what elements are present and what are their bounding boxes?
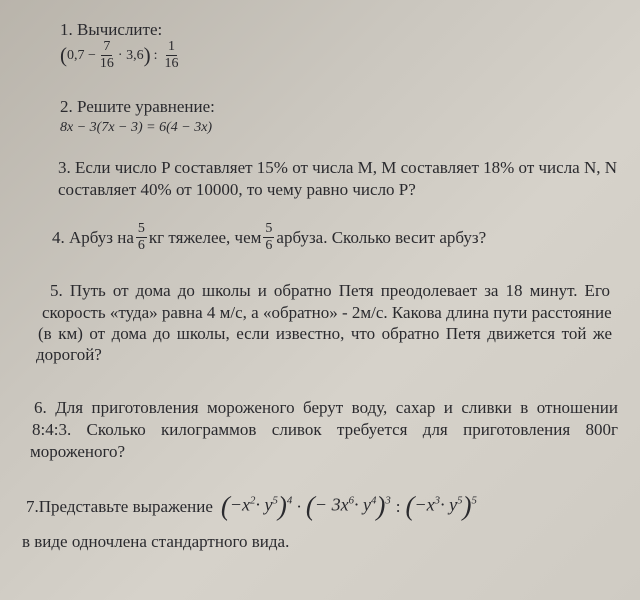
paren-close: ) — [462, 491, 472, 521]
paren-close: ) — [376, 491, 386, 521]
problem-2-equation: 8x − 3(7x − 3) = 6(4 − 3x) — [60, 120, 213, 135]
term-2-exp-y: 4 — [370, 494, 377, 507]
problem-4-part-3: арбуза. Сколько весит арбуз? — [276, 227, 487, 247]
fraction-1-16 — [162, 40, 180, 71]
problem-4-part-1: 4. Арбуз на — [52, 227, 134, 247]
frac-num: 5 — [137, 221, 145, 236]
expr-term-2 — [306, 493, 391, 520]
problem-7-label: 7.Представьте выражение — [26, 496, 213, 516]
problem-5-line-3: (в км) от дома до школы, если известно, что обратно Петя движется той же — [38, 324, 612, 343]
expr-term-3 — [406, 493, 477, 520]
fraction-7-16 — [98, 40, 116, 71]
frac-den: 16 — [164, 56, 179, 71]
frac-den: 16 — [99, 56, 114, 71]
frac-den: 6 — [137, 238, 145, 253]
paren-open: ( — [60, 43, 67, 67]
fraction-5-6 — [136, 222, 147, 253]
expr-colon: : — [395, 496, 401, 516]
expr-lead: 0,7 − — [67, 47, 96, 63]
expr-term-1 — [221, 493, 292, 520]
problem-6-line-1: 6. Для приготовления мороженого берут воду, сахар и сливки в отношении — [34, 398, 618, 417]
paren-open: ( — [305, 491, 315, 521]
problem-6-line-3: мороженого? — [30, 442, 126, 461]
term-1-power: 4 — [286, 494, 293, 507]
term-3-exp-y: 5 — [457, 494, 463, 507]
term-1-exp-x: 2 — [250, 494, 256, 507]
fraction-5-6 — [263, 222, 274, 253]
term-1-base: −x — [229, 494, 251, 515]
frac-num: 1 — [167, 39, 175, 54]
problem-3-line-2: составляет 40% от 10000, то чему равно число P? — [58, 180, 416, 199]
term-3-base: −x — [414, 494, 435, 515]
frac-den: 6 — [265, 238, 273, 253]
problem-5-line-4: дорогой? — [36, 345, 102, 364]
problem-2-title: 2. Решите уравнение: — [60, 97, 215, 116]
problem-6-line-2: 8:4:3. Сколько килограммов сливок требуется для приготовления 800г — [32, 420, 618, 439]
problem-4 — [52, 222, 486, 253]
problem-1-title: 1. Вычислите: — [60, 20, 163, 39]
term-2-dot: · y — [353, 494, 371, 515]
problem-5-line-1: 5. Путь от дома до школы и обратно Петя преодолевает за 18 минут. Его — [50, 281, 610, 300]
frac-num: 5 — [265, 221, 273, 236]
paren-close: ) — [143, 43, 151, 67]
term-2-base: − 3x — [314, 494, 349, 515]
term-2-exp-x: 6 — [348, 494, 354, 507]
term-3-power: 5 — [471, 494, 477, 507]
problem-1-expression — [60, 40, 182, 71]
term-1-exp-y: 5 — [272, 494, 278, 507]
problem-7-line-2: в виде одночлена стандартного вида. — [22, 532, 290, 551]
problem-4-part-2: кг тяжелее, чем — [148, 227, 262, 247]
expr-mid: · 3,6 — [117, 47, 144, 63]
term-3-dot: · y — [440, 494, 458, 515]
term-3-exp-x: 3 — [434, 494, 441, 507]
problem-7-expression — [26, 493, 477, 520]
problem-3-line-1: 3. Если число P составляет 15% от числа M, M составляет 18% от числа N, N — [58, 158, 618, 177]
paren-open: ( — [220, 491, 230, 521]
paren-close: ) — [277, 491, 287, 521]
expr-colon: : — [153, 47, 158, 63]
problem-5-line-2: скорость «туда» равна 4 м/с, а «обратно» - 2м/с. Какова длина пути расстояние — [42, 303, 612, 322]
term-1-dot: · y — [255, 494, 273, 515]
paren-open: ( — [405, 491, 415, 521]
term-2-power: 3 — [385, 494, 391, 507]
expr-mul: · — [296, 496, 302, 516]
frac-num: 7 — [103, 39, 111, 54]
